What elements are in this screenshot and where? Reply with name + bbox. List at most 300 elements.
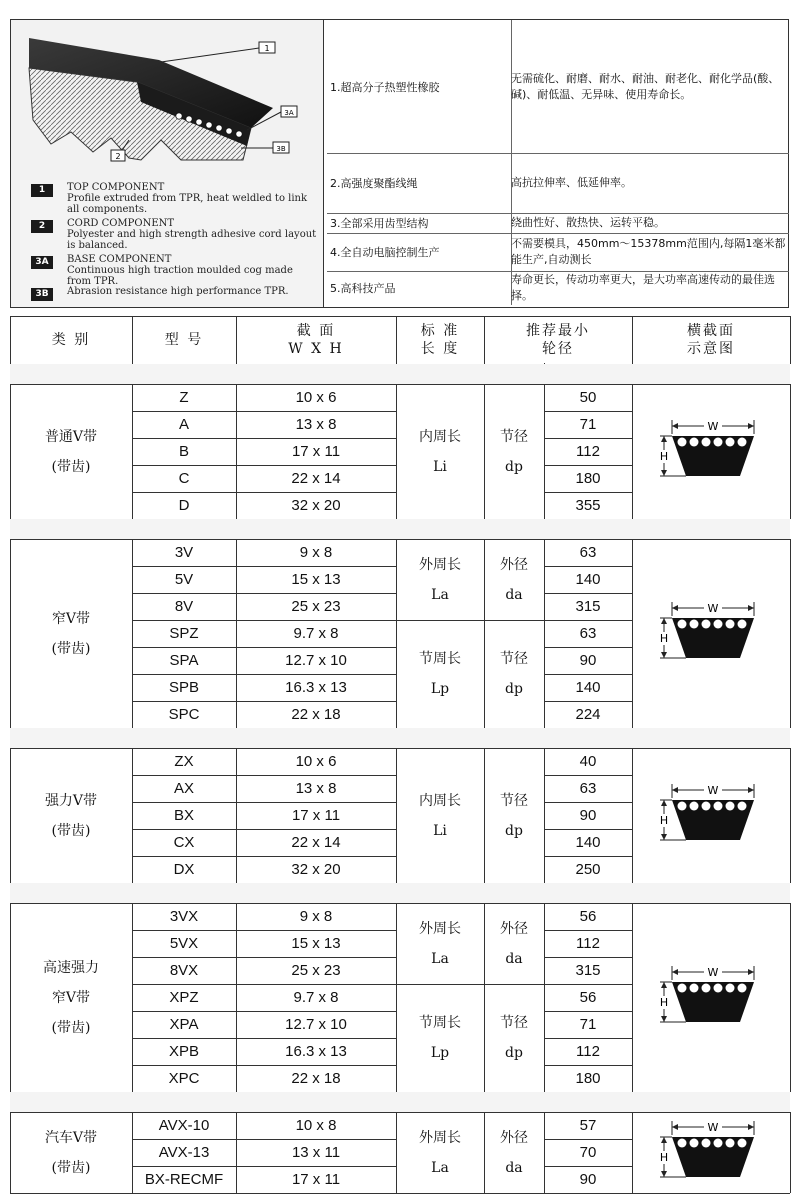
section-size (236, 802, 396, 829)
belt-model-line: 5VX (169, 935, 199, 952)
section-size-line: 10 x 6 (295, 389, 337, 406)
diagram-label: 1 (264, 44, 270, 53)
grid-line (790, 748, 791, 883)
height-label: H (659, 995, 669, 1009)
belt-illustration (11, 20, 324, 307)
length-type (396, 748, 484, 883)
width-label: W (707, 783, 719, 797)
feature-row (327, 233, 789, 272)
min-pulley-diameter-line: 224 (575, 706, 601, 723)
min-pulley-diameter (544, 775, 632, 802)
category-label-line: (带齿) (51, 458, 91, 475)
min-pulley-diameter-line: 112 (576, 935, 600, 952)
section-size (236, 384, 396, 411)
grid-line (790, 539, 791, 728)
belt-model-line: Z (179, 389, 189, 406)
category-label-line: 高速强力 (43, 959, 99, 976)
legend-description: Profile extruded from TPR, heat weldled to link all components. (67, 193, 308, 215)
min-pulley-diameter-line: 50 (579, 389, 597, 406)
belt-model (132, 411, 236, 438)
grid-line (10, 1193, 790, 1194)
min-pulley-diameter (544, 539, 632, 566)
min-pulley-diameter (544, 1011, 632, 1038)
diameter-type-line: 节径 (500, 792, 528, 809)
length-type (396, 1112, 484, 1193)
min-pulley-diameter (544, 492, 632, 519)
category-label-line: 窄V带 (51, 989, 91, 1006)
belt-model (132, 984, 236, 1011)
section-size-line: 12.7 x 10 (285, 652, 347, 669)
legend-number: 2 (31, 220, 53, 233)
min-pulley-diameter-line: 56 (579, 989, 597, 1006)
section-size (236, 411, 396, 438)
section-size-line: 22 x 14 (291, 470, 341, 487)
cross-section-diagram (632, 776, 790, 856)
section-size (236, 465, 396, 492)
category-label (10, 539, 132, 728)
feature-panel (10, 19, 789, 308)
grid-line (790, 903, 791, 1092)
min-pulley-diameter (544, 957, 632, 984)
min-pulley-diameter (544, 647, 632, 674)
cross-section-diagram (632, 412, 790, 492)
feature-description: 无需硫化、耐磨、耐水、耐油、耐老化、耐化学品(酸、碱)、耐低温、无异味、使用寿命长。 (511, 71, 780, 101)
feature-description: 高抗拉伸率、低延伸率。 (511, 176, 632, 189)
header-section-line: W X H (288, 341, 344, 357)
belt-model (132, 701, 236, 728)
feature-description: 不需要模具，450mm～15378mm范围内,每隔1毫米都能生产,自动测长 (511, 237, 786, 266)
feature-row (327, 213, 789, 234)
section-size (236, 957, 396, 984)
group-gap (10, 883, 790, 903)
min-pulley-diameter-line: 112 (576, 443, 600, 460)
belt-model-line: SPZ (169, 625, 199, 642)
diameter-type-line: dp (505, 1045, 523, 1061)
section-size (236, 748, 396, 775)
belt-model-line: 3V (174, 544, 194, 561)
diagram-label: 3B (276, 145, 286, 153)
width-label: W (707, 601, 719, 615)
section-size-line: 9.7 x 8 (293, 989, 339, 1006)
length-type-line: La (431, 1159, 449, 1176)
length-type-line: Lp (430, 1045, 450, 1061)
min-pulley-diameter-line: 140 (575, 571, 601, 588)
belt-model-line: BX (173, 807, 194, 824)
group-gap (10, 728, 790, 748)
category-label (10, 748, 132, 883)
section-size-line: 12.7 x 10 (285, 1016, 347, 1033)
belt-model-line: AVX-13 (158, 1144, 210, 1161)
header-diagram-line: 横截面 (687, 323, 735, 339)
grid-line (790, 316, 791, 364)
section-size-line: 22 x 18 (291, 1070, 341, 1087)
section-size (236, 1011, 396, 1038)
belt-model-line: DX (173, 861, 195, 878)
belt-model (132, 1038, 236, 1065)
min-pulley-diameter (544, 1038, 632, 1065)
category-label (10, 903, 132, 1092)
belt-model-line: SPA (169, 652, 199, 669)
min-pulley-diameter (544, 1065, 632, 1092)
header-section-line: 截 面 (296, 323, 336, 339)
category-label-line: 强力V带 (44, 792, 98, 809)
diameter-type-line: 外径 (500, 920, 528, 937)
min-pulley-diameter-line: 90 (579, 807, 597, 824)
legend-text (67, 182, 317, 215)
legend-title: CORD COMPONENT (67, 218, 175, 229)
min-pulley-diameter (544, 1166, 632, 1193)
belt-model (132, 647, 236, 674)
section-size (236, 566, 396, 593)
diameter-type (484, 384, 544, 519)
diameter-type (484, 984, 544, 1092)
section-size (236, 930, 396, 957)
header-pulley-line: 轮径 (542, 341, 574, 357)
category-label-line: 窄V带 (51, 610, 91, 627)
diameter-type (484, 620, 544, 728)
belt-model (132, 384, 236, 411)
grid-line (790, 384, 791, 519)
belt-model (132, 748, 236, 775)
feature-row (327, 20, 789, 154)
min-pulley-diameter-line: 71 (579, 416, 597, 433)
belt-cutaway-image (11, 20, 324, 180)
min-pulley-diameter-line: 57 (579, 1117, 597, 1134)
length-type-line: 节周长 (419, 651, 461, 667)
legend-title: BASE COMPONENT (67, 254, 172, 265)
belt-model-line: XPC (168, 1070, 200, 1087)
diameter-type-line: 节径 (500, 1015, 528, 1031)
belt-model-line: BX-RECMF (144, 1171, 224, 1188)
belt-model (132, 802, 236, 829)
min-pulley-diameter-line: 315 (575, 598, 601, 615)
belt-model (132, 856, 236, 883)
diameter-type (484, 903, 544, 984)
legend-number: 3A (31, 256, 53, 269)
header-pulley (484, 316, 632, 364)
feature-label: 5.高科技产品 (327, 271, 512, 305)
belt-model-line: D (178, 497, 190, 514)
belt-model-line: SPB (168, 679, 199, 696)
belt-model (132, 465, 236, 492)
cross-section-diagram (632, 958, 790, 1038)
section-size-line: 17 x 11 (291, 443, 341, 460)
section-size (236, 539, 396, 566)
section-size-line: 15 x 13 (291, 571, 341, 588)
diagram-label: 3A (284, 109, 294, 117)
length-type-line: 内周长 (419, 428, 461, 445)
min-pulley-diameter (544, 1139, 632, 1166)
legend-text (67, 286, 317, 297)
diameter-type (484, 539, 544, 620)
min-pulley-diameter (544, 903, 632, 930)
belt-model-line: 8V (174, 598, 194, 615)
length-type (396, 903, 484, 984)
belt-model-line: C (178, 470, 190, 487)
min-pulley-diameter (544, 856, 632, 883)
diameter-type-line: da (505, 950, 523, 967)
section-size (236, 701, 396, 728)
category-label-line: 汽车V带 (44, 1129, 98, 1146)
min-pulley-diameter (544, 438, 632, 465)
belt-model (132, 620, 236, 647)
belt-model (132, 593, 236, 620)
min-pulley-diameter-line: 180 (575, 1070, 601, 1087)
belt-model (132, 1065, 236, 1092)
min-pulley-diameter (544, 802, 632, 829)
section-size (236, 1139, 396, 1166)
belt-model-line: AX (173, 780, 194, 797)
belt-model (132, 438, 236, 465)
min-pulley-diameter-line: 180 (575, 470, 601, 487)
feature-label: 2.高强度聚酯线绳 (327, 153, 512, 213)
header-section (236, 316, 396, 364)
header-pulley-line: 推荐最小 (526, 323, 590, 339)
diameter-type (484, 1112, 544, 1193)
cross-section-diagram (632, 1113, 790, 1193)
min-pulley-diameter (544, 465, 632, 492)
section-size-line: 25 x 23 (291, 598, 341, 615)
min-pulley-diameter (544, 620, 632, 647)
section-size-line: 13 x 8 (295, 780, 337, 797)
min-pulley-diameter-line: 63 (579, 544, 597, 561)
min-pulley-diameter-line: 355 (575, 497, 601, 514)
header-length-line: 长 度 (420, 341, 460, 357)
belt-model (132, 903, 236, 930)
section-size (236, 856, 396, 883)
min-pulley-diameter-line: 70 (579, 1144, 597, 1161)
legend-number: 3B (31, 288, 53, 301)
legend-description: Continuous high traction moulded cog made from TPR. (67, 265, 293, 287)
section-size-line: 32 x 20 (291, 497, 341, 514)
category-label-line: 普通V带 (44, 428, 98, 445)
section-size (236, 829, 396, 856)
diameter-type-line: 外径 (500, 556, 528, 573)
category-label-line: (带齿) (51, 640, 91, 657)
belt-model (132, 957, 236, 984)
section-size-line: 13 x 11 (291, 1144, 341, 1161)
length-type (396, 384, 484, 519)
group-gap (10, 364, 790, 384)
section-size-line: 9 x 8 (299, 544, 333, 561)
diameter-type-line: dp (505, 681, 523, 697)
section-size-line: 16.3 x 13 (285, 679, 347, 696)
length-type-line: 外周长 (419, 1129, 461, 1146)
min-pulley-diameter-line: 90 (579, 1171, 597, 1188)
header-category (10, 316, 132, 364)
section-size (236, 1065, 396, 1092)
belt-model-line: AVX-10 (158, 1117, 210, 1134)
section-size-line: 13 x 8 (295, 416, 337, 433)
belt-model (132, 775, 236, 802)
length-type (396, 984, 484, 1092)
header-model-line: 型 号 (164, 332, 204, 348)
belt-model-line: A (178, 416, 189, 433)
min-pulley-diameter (544, 701, 632, 728)
section-size-line: 10 x 8 (295, 1117, 337, 1134)
spec-table (10, 316, 790, 1192)
group-gap (10, 519, 790, 539)
section-size (236, 438, 396, 465)
section-size (236, 492, 396, 519)
section-size (236, 903, 396, 930)
feature-description: 寿命更长，传动功率更大，是大功率高速传动的最佳选择。 (511, 273, 775, 302)
category-label-line: (带齿) (51, 1159, 91, 1176)
section-size-line: 22 x 18 (291, 706, 341, 723)
min-pulley-diameter (544, 674, 632, 701)
section-size (236, 1112, 396, 1139)
belt-model-line: 8VX (169, 962, 199, 979)
section-size-line: 17 x 11 (291, 1171, 341, 1188)
category-label (10, 384, 132, 519)
belt-model-line: 3VX (169, 908, 199, 925)
belt-model-line: B (178, 443, 189, 460)
header-category-line: 类 别 (51, 332, 91, 348)
legend-title: TOP COMPONENT (67, 182, 165, 193)
section-size-line: 32 x 20 (291, 861, 341, 878)
length-type-line: Li (433, 822, 447, 839)
header-length (396, 316, 484, 364)
belt-model-line: XPB (168, 1043, 199, 1060)
grid-line (790, 1112, 791, 1193)
diameter-type-line: 节径 (500, 428, 528, 445)
length-type-line: La (431, 586, 449, 603)
belt-model (132, 539, 236, 566)
length-type-line: Li (433, 458, 447, 475)
diagram-label: 2 (115, 152, 121, 161)
min-pulley-diameter (544, 593, 632, 620)
header-model (132, 316, 236, 364)
width-label: W (707, 1120, 719, 1134)
category-label-line: (带齿) (51, 822, 91, 839)
belt-model (132, 566, 236, 593)
section-size (236, 647, 396, 674)
cross-section-diagram (632, 594, 790, 674)
diameter-type (484, 748, 544, 883)
section-size-line: 17 x 11 (291, 807, 341, 824)
length-type-line: La (431, 950, 449, 967)
belt-model-line: CX (173, 834, 195, 851)
belt-model (132, 930, 236, 957)
group-gap (10, 1092, 790, 1112)
category-label-line: (带齿) (51, 1019, 91, 1036)
diameter-type-line: da (505, 586, 523, 603)
section-size (236, 775, 396, 802)
section-size-line: 9.7 x 8 (293, 625, 339, 642)
header-diagram-line: 示意图 (687, 341, 735, 357)
min-pulley-diameter-line: 40 (579, 753, 597, 770)
section-size (236, 674, 396, 701)
min-pulley-diameter (544, 384, 632, 411)
min-pulley-diameter-line: 56 (579, 908, 597, 925)
legend-text (67, 254, 317, 287)
belt-model-line: XPA (169, 1016, 199, 1033)
height-label: H (659, 449, 669, 463)
belt-model-line: 5V (174, 571, 194, 588)
min-pulley-diameter-line: 63 (579, 780, 597, 797)
feature-description: 绕曲性好、散热快、运转平稳。 (511, 216, 665, 229)
header-diagram (632, 316, 790, 364)
belt-model (132, 1166, 236, 1193)
belt-model (132, 492, 236, 519)
min-pulley-diameter (544, 566, 632, 593)
diameter-type-line: 外径 (500, 1129, 528, 1146)
min-pulley-diameter-line: 250 (575, 861, 601, 878)
section-size-line: 9 x 8 (299, 908, 333, 925)
belt-model (132, 1112, 236, 1139)
length-type-line: 外周长 (419, 556, 461, 573)
height-label: H (659, 631, 669, 645)
min-pulley-diameter-line: 90 (579, 652, 597, 669)
height-label: H (659, 1150, 669, 1164)
length-type-line: 内周长 (419, 792, 461, 809)
section-size-line: 22 x 14 (291, 834, 341, 851)
min-pulley-diameter-line: 112 (576, 1043, 600, 1060)
feature-label: 1.超高分子热塑性橡胶 (327, 20, 512, 153)
section-size (236, 1166, 396, 1193)
legend-description: Abrasion resistance high performance TPR. (67, 286, 289, 297)
length-type (396, 539, 484, 620)
width-label: W (707, 419, 719, 433)
length-type-line: 节周长 (419, 1015, 461, 1031)
belt-model (132, 1139, 236, 1166)
length-type-line: 外周长 (419, 920, 461, 937)
section-size-line: 10 x 6 (295, 753, 337, 770)
diameter-type-line: da (505, 1159, 523, 1176)
width-label: W (707, 965, 719, 979)
legend-text (67, 218, 317, 251)
diameter-type-line: 节径 (500, 651, 528, 667)
min-pulley-diameter (544, 411, 632, 438)
min-pulley-diameter-line: 315 (575, 962, 601, 979)
section-size-line: 15 x 13 (291, 935, 341, 952)
header-length-line: 标 准 (420, 323, 460, 339)
belt-model (132, 1011, 236, 1038)
feature-label: 3.全部采用齿型结构 (327, 213, 512, 233)
feature-label: 4.全自动电脑控制生产 (327, 233, 512, 271)
belt-model-line: ZX (174, 753, 194, 770)
min-pulley-diameter (544, 930, 632, 957)
diameter-type-line: dp (505, 822, 523, 839)
section-size (236, 1038, 396, 1065)
min-pulley-diameter (544, 984, 632, 1011)
height-label: H (659, 813, 669, 827)
min-pulley-diameter (544, 829, 632, 856)
section-size (236, 620, 396, 647)
min-pulley-diameter (544, 1112, 632, 1139)
section-size-line: 25 x 23 (291, 962, 341, 979)
section-size-line: 16.3 x 13 (285, 1043, 347, 1060)
length-type (396, 620, 484, 728)
section-size (236, 593, 396, 620)
belt-model (132, 829, 236, 856)
belt-model-line: SPC (168, 706, 200, 723)
diameter-type-line: dp (505, 458, 523, 475)
min-pulley-diameter-line: 71 (579, 1016, 597, 1033)
section-size (236, 984, 396, 1011)
legend-description: Polyester and high strength adhesive cord layout is balanced. (67, 229, 317, 251)
feature-row (327, 153, 789, 214)
category-label (10, 1112, 132, 1193)
feature-row (327, 271, 789, 305)
min-pulley-diameter-line: 140 (575, 679, 601, 696)
min-pulley-diameter-line: 140 (575, 834, 601, 851)
belt-model-line: XPZ (169, 989, 199, 1006)
length-type-line: Lp (430, 681, 450, 697)
min-pulley-diameter-line: 63 (579, 625, 597, 642)
min-pulley-diameter (544, 748, 632, 775)
legend-number: 1 (31, 184, 53, 197)
